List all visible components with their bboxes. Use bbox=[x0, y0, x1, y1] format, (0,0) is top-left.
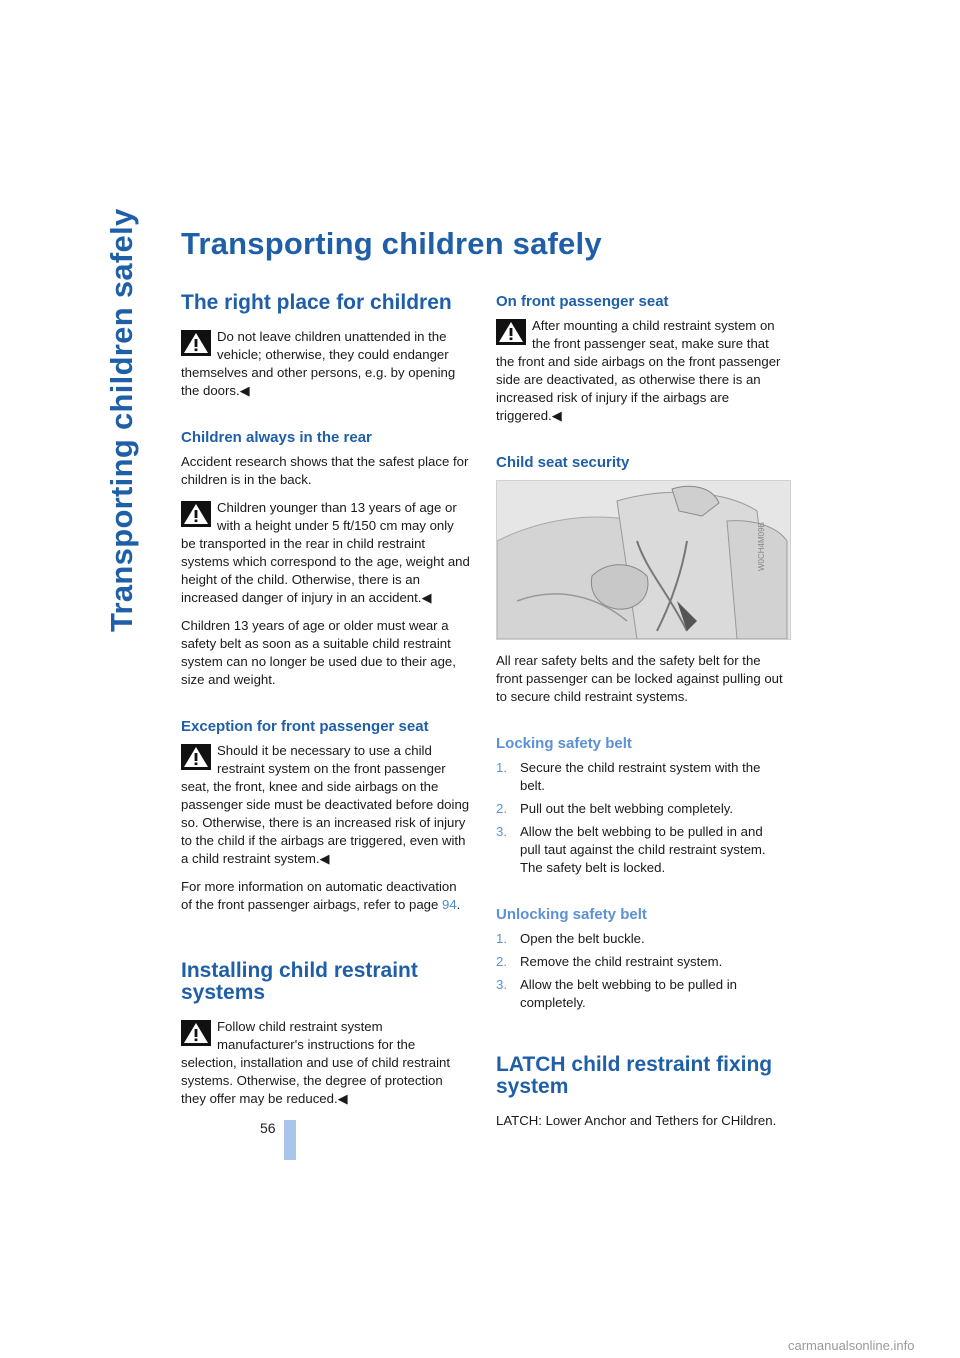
warning-icon bbox=[181, 1020, 211, 1048]
heading-latch: LATCH child restraint fixing system bbox=[496, 1053, 773, 1098]
heading-right-place: The right place for children bbox=[181, 291, 452, 314]
warning-icon bbox=[181, 501, 211, 529]
para-older-children: Children 13 years of age or older must wear a safety belt as soon as a suitable child restraint system can no longer be used due to their age, size and weight. bbox=[181, 618, 456, 687]
warning-icon bbox=[181, 330, 211, 358]
warning-unattended: Do not leave children unattended in the vehicle; otherwise, they could endanger themselves and other persons, e.g. by opening the doors.◀ bbox=[181, 329, 456, 398]
unlocking-steps bbox=[496, 930, 786, 1012]
heading-front-passenger: On front passenger seat bbox=[496, 293, 669, 310]
warning-after-mounting: After mounting a child restraint system on the front passenger seat, make sure that the front and side airbags on the front passenger side are deactivated, as otherwise there is an increased risk of injury if the airbags are triggered.◀ bbox=[496, 318, 781, 423]
para-safest-place: Accident research shows that the safest place for children is in the back. bbox=[181, 454, 469, 487]
page-tab-bar bbox=[284, 1120, 296, 1160]
figure-code: W0CH4M09B bbox=[757, 522, 767, 571]
page-title: Transporting children safely bbox=[181, 226, 602, 261]
warning-manufacturer: Follow child restraint system manufacturer's instructions for the selection, installation and use of child restraint systems. Otherwise, the degree of protection they offer may be reduced.◀ bbox=[181, 1019, 451, 1106]
list-item: 2. Remove the child restraint system. bbox=[496, 954, 723, 969]
para-security: All rear safety belts and the safety belt for the front passenger can be locked against pulling out to secure child restraint systems. bbox=[496, 653, 783, 704]
list-item: 3. Allow the belt webbing to be pulled in and pull taut against the child restraint system. The safety belt is locked. bbox=[496, 824, 766, 875]
heading-installing: Installing child restraint systems bbox=[181, 959, 418, 1004]
para-more-info: For more information on automatic deactivation of the front passenger airbags, refer to page 94. bbox=[181, 879, 461, 912]
warning-age-height: Children younger than 13 years of age or with a height under 5 ft/150 cm may only be transported in the rear in child restraint systems which correspond to the age, weight and height of the child. Otherwise, there is an increased danger of injury in an accident.◀ bbox=[181, 500, 470, 605]
watermark: carmanualsonline.info bbox=[788, 1338, 915, 1353]
left-column bbox=[181, 292, 471, 1118]
heading-unlocking: Unlocking safety belt bbox=[496, 906, 647, 923]
list-item: 2. Pull out the belt webbing completely. bbox=[496, 801, 734, 816]
rear-seat-belt-illustration bbox=[496, 480, 791, 640]
heading-children-rear: Children always in the rear bbox=[181, 429, 372, 446]
list-item: 1. Open the belt buckle. bbox=[496, 931, 645, 946]
heading-exception: Exception for front passenger seat bbox=[181, 718, 429, 735]
locking-steps bbox=[496, 759, 786, 877]
heading-locking: Locking safety belt bbox=[496, 735, 632, 752]
page-number: 56 bbox=[260, 1120, 276, 1136]
list-item: 3. Allow the belt webbing to be pulled in completely. bbox=[496, 977, 738, 1010]
warning-icon bbox=[496, 319, 526, 347]
list-item: 1. Secure the child restraint system with the belt. bbox=[496, 760, 761, 793]
para-latch: LATCH: Lower Anchor and Tethers for CHildren. bbox=[496, 1113, 777, 1128]
page-link[interactable]: 94 bbox=[441, 897, 457, 912]
heading-child-seat-security: Child seat security bbox=[496, 454, 630, 471]
right-column bbox=[496, 292, 786, 1140]
warning-front-seat: Should it be necessary to use a child restraint system on the front passenger seat, the front, knee and side airbags on the passenger side must be deactivated before doing so. Otherwise, there is an increased risk of injury to the child if the airbags are triggered, even with a child restraint system.◀ bbox=[181, 743, 470, 866]
warning-icon bbox=[181, 744, 211, 772]
side-section-title: Transporting children safely bbox=[104, 208, 139, 632]
